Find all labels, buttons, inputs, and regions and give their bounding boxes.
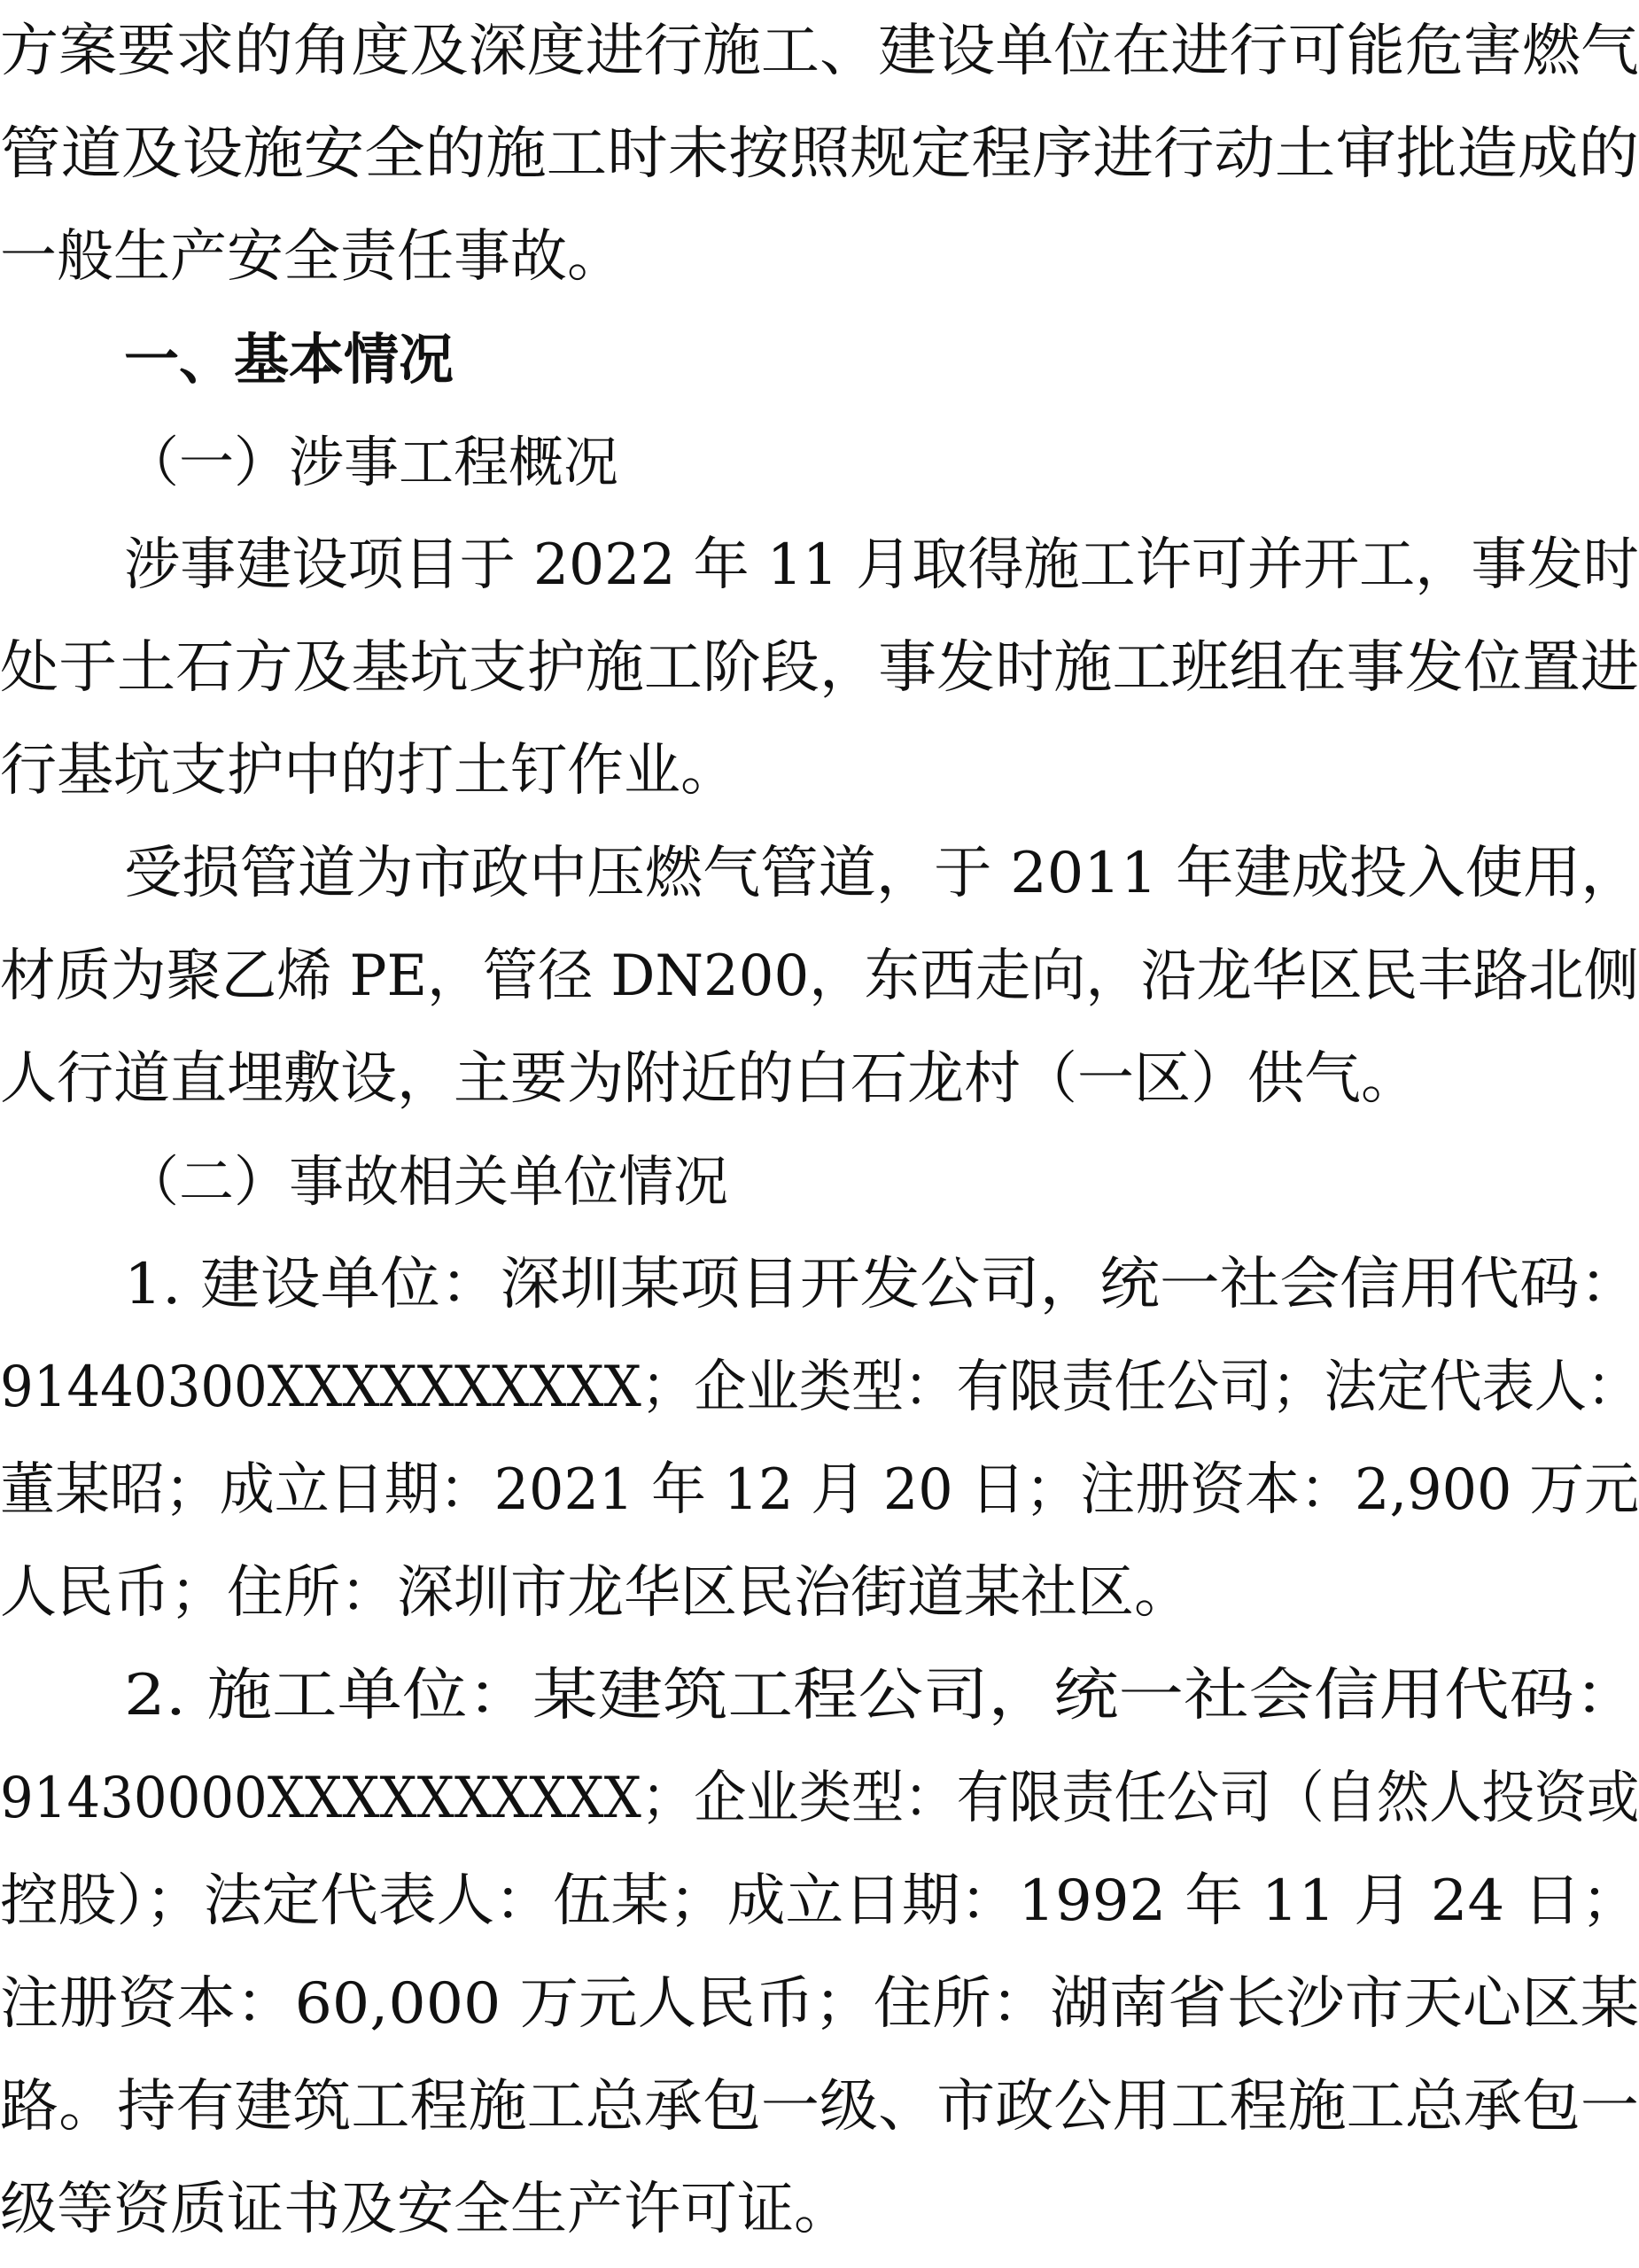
text-line: 人行道直埋敷设，主要为附近的白石龙村（一区）供气。 xyxy=(0,1046,1418,1112)
text-line: 涉事建设项目于 2022 年 11 月取得施工许可并开工，事发时 xyxy=(124,532,1639,598)
text-line: 级等资质证书及安全生产许可证。 xyxy=(0,2177,851,2242)
text-line: 行基坑支护中的打土钉作业。 xyxy=(0,738,737,804)
text-line: 受损管道为市政中压燃气管道，于 2011 年建成投入使用， xyxy=(124,841,1639,906)
text-line: 91430000XXXXXXXXXX；企业类型：有限责任公司（自然人投资或 xyxy=(0,1766,1639,1831)
text-line: 处于土石方及基坑支护施工阶段，事发时施工班组在事发位置进 xyxy=(0,635,1639,701)
text-line: 控股）；法定代表人：伍某；成立日期：1992 年 11 月 24 日； xyxy=(0,1868,1639,1934)
text-line: 91440300XXXXXXXXXX；企业类型：有限责任公司；法定代表人： xyxy=(0,1355,1639,1420)
text-line: 一般生产安全责任事故。 xyxy=(0,224,624,290)
text-line: 方案要求的角度及深度进行施工、建设单位在进行可能危害燃气 xyxy=(0,19,1639,84)
text-line: 路。持有建筑工程施工总承包一级、市政公用工程施工总承包一 xyxy=(0,2074,1639,2140)
text-line: 1. 建设单位：深圳某项目开发公司，统一社会信用代码： xyxy=(124,1252,1639,1317)
text-line: 管道及设施安全的施工时未按照规定程序进行动土审批造成的 xyxy=(0,121,1639,187)
section-heading: 一、基本情况 xyxy=(124,327,454,392)
subsection-heading: （一）涉事工程概况 xyxy=(124,430,619,494)
text-line: 注册资本：60,000 万元人民币；住所：湖南省长沙市天心区某 xyxy=(0,1971,1639,2037)
subsection-heading: （二）事故相关单位情况 xyxy=(124,1149,729,1214)
text-line: 2. 施工单位：某建筑工程公司，统一社会信用代码： xyxy=(124,1663,1639,1728)
text-line: 董某昭；成立日期：2021 年 12 月 20 日；注册资本：2,900 万元 xyxy=(0,1457,1639,1523)
text-line: 人民币；住所：深圳市龙华区民治街道某社区。 xyxy=(0,1560,1191,1626)
text-line: 材质为聚乙烯 PE，管径 DN200，东西走向，沿龙华区民丰路北侧 xyxy=(0,944,1639,1009)
